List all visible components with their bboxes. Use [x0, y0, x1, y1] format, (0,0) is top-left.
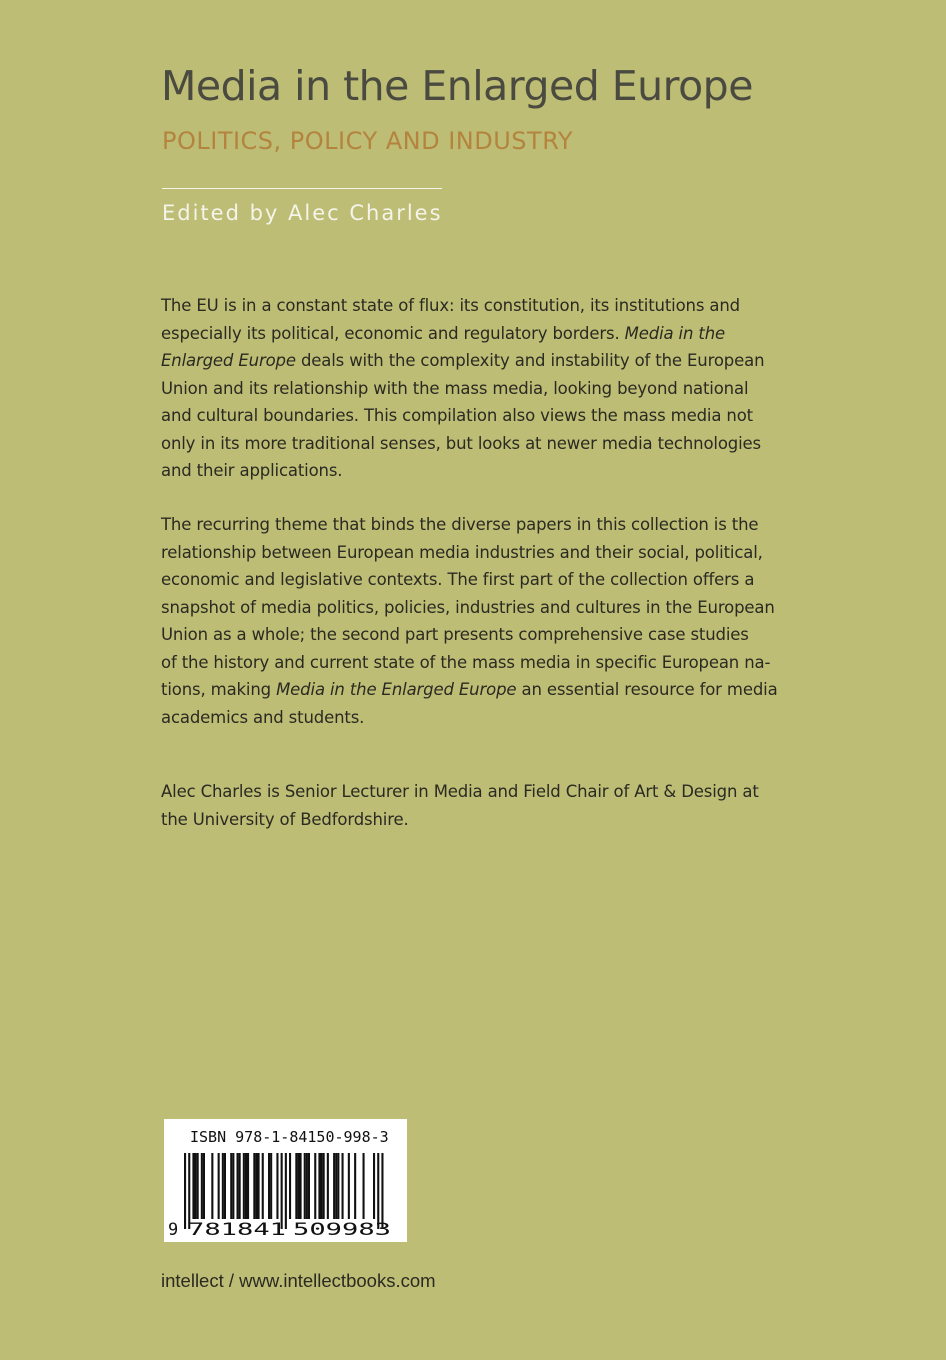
- book-title-italic: Media in the: [624, 323, 726, 343]
- barcode-bar: [318, 1153, 320, 1219]
- barcode-bar: [373, 1153, 375, 1219]
- blurb-text: especially its political, economic and regulatory borders.: [161, 323, 625, 343]
- blurb-line: Union as a whole; the second part presents comprehensive case studies: [161, 625, 749, 644]
- barcode-bar: [323, 1153, 325, 1219]
- ean-first-digit: 9: [168, 1220, 179, 1240]
- blurb-line: only in its more traditional senses, but looks at newer media technologies: [161, 433, 761, 453]
- barcode-bar: [268, 1153, 270, 1219]
- barcode-bar: [297, 1153, 299, 1219]
- barcode-bar: [232, 1153, 234, 1219]
- barcode-bar: [300, 1153, 302, 1219]
- barcode-bar: [308, 1153, 310, 1219]
- blurb-line: economic and legislative contexts. The first part of the collection offers a: [161, 570, 755, 589]
- barcode-bar: [201, 1153, 203, 1219]
- barcode-bar: [342, 1153, 344, 1219]
- blurb-line: Union and its relationship with the mass media, looking beyond national: [161, 378, 749, 398]
- book-subtitle: POLITICS, POLICY AND INDUSTRY: [162, 127, 573, 155]
- barcode-bar: [224, 1153, 226, 1219]
- barcode-bar: [218, 1153, 220, 1219]
- barcode-bar: [327, 1153, 329, 1219]
- barcode-bar: [354, 1153, 356, 1219]
- barcode-bar: [245, 1153, 247, 1219]
- blurb-text: an essential resource for media: [516, 680, 778, 699]
- barcode-bar: [230, 1153, 232, 1219]
- title-divider: [162, 188, 442, 189]
- book-title-italic: Enlarged Europe: [161, 351, 296, 370]
- barcode-bar: [295, 1153, 297, 1219]
- barcode-bar: [247, 1153, 249, 1219]
- barcode-bars: [184, 1153, 384, 1229]
- barcode-bar: [184, 1153, 186, 1229]
- blurb-line: snapshot of media politics, policies, industries and cultures in the European: [161, 597, 775, 617]
- book-title-italic: Media in the Enlarged Europe: [276, 680, 517, 699]
- barcode-bar: [348, 1153, 350, 1219]
- blurb-text: deals with the complexity and instability of the European: [295, 351, 765, 370]
- barcode-bar: [197, 1153, 199, 1219]
- blurb-line: and cultural boundaries. This compilation also views the mass media not: [161, 406, 753, 425]
- blurb-paragraph-1: [161, 292, 821, 485]
- barcode-bar: [335, 1153, 337, 1219]
- ean-right-group: 509983: [293, 1220, 391, 1240]
- barcode-bar: [203, 1153, 205, 1219]
- blurb-line: [161, 320, 821, 348]
- barcode-bar: [276, 1153, 278, 1219]
- barcode-bar: [243, 1153, 245, 1219]
- ean-left-group: 781841: [188, 1220, 286, 1240]
- barcode-bar: [258, 1153, 260, 1219]
- barcode-bar: [304, 1153, 306, 1219]
- barcode-bar: [262, 1153, 264, 1219]
- blurb-line: [161, 676, 821, 704]
- barcode-bar: [188, 1153, 190, 1229]
- blurb-paragraph-2: [161, 511, 821, 731]
- blurb-line: The EU is in a constant state of flux: its constitution, its institutions and: [161, 296, 740, 315]
- blurb-line: [161, 347, 821, 375]
- barcode-bar: [314, 1153, 316, 1219]
- barcode-bar: [195, 1153, 197, 1219]
- editor-credit: Edited by Alec Charles: [162, 201, 443, 225]
- barcode-bar: [377, 1153, 379, 1229]
- blurb-line: of the history and current state of the mass media in specific European na-: [161, 652, 771, 672]
- barcode-bar: [237, 1153, 239, 1219]
- barcode-bar: [192, 1153, 194, 1219]
- isbn-barcode: [164, 1119, 407, 1242]
- barcode-bar: [253, 1153, 255, 1219]
- bio-line: Alec Charles is Senior Lecturer in Media and Field Chair of Art & Design at: [161, 782, 759, 801]
- barcode-bar: [270, 1153, 272, 1219]
- publisher-footer: intellect / www.intellectbooks.com: [161, 1270, 436, 1291]
- barcode-bar: [285, 1153, 287, 1229]
- barcode-bar: [239, 1153, 241, 1219]
- barcode-bar: [281, 1153, 283, 1229]
- isbn-label: ISBN 978-1-84150-998-3: [190, 1128, 389, 1146]
- barcode-bar: [306, 1153, 308, 1219]
- barcode-bar: [363, 1153, 365, 1219]
- barcode-bar: [333, 1153, 335, 1219]
- barcode-bar: [255, 1153, 257, 1219]
- barcode-bar: [222, 1153, 224, 1219]
- blurb-text: tions, making: [161, 680, 277, 699]
- barcode-bar: [321, 1153, 323, 1219]
- barcode-bar: [337, 1153, 339, 1219]
- blurb-line: and their applications.: [161, 461, 343, 480]
- blurb-line: academics and students.: [161, 707, 365, 727]
- barcode-graphic: [164, 1151, 407, 1242]
- blurb-line: The recurring theme that binds the diverse papers in this collection is the: [161, 515, 759, 534]
- barcode-bar: [211, 1153, 213, 1219]
- author-bio: [161, 778, 821, 833]
- book-title: Media in the Enlarged Europe: [161, 62, 753, 110]
- barcode-bar: [289, 1153, 291, 1219]
- bio-line: the University of Bedfordshire.: [161, 809, 409, 829]
- blurb-line: relationship between European media industries and their social, political,: [161, 542, 763, 562]
- barcode-bar: [381, 1153, 383, 1229]
